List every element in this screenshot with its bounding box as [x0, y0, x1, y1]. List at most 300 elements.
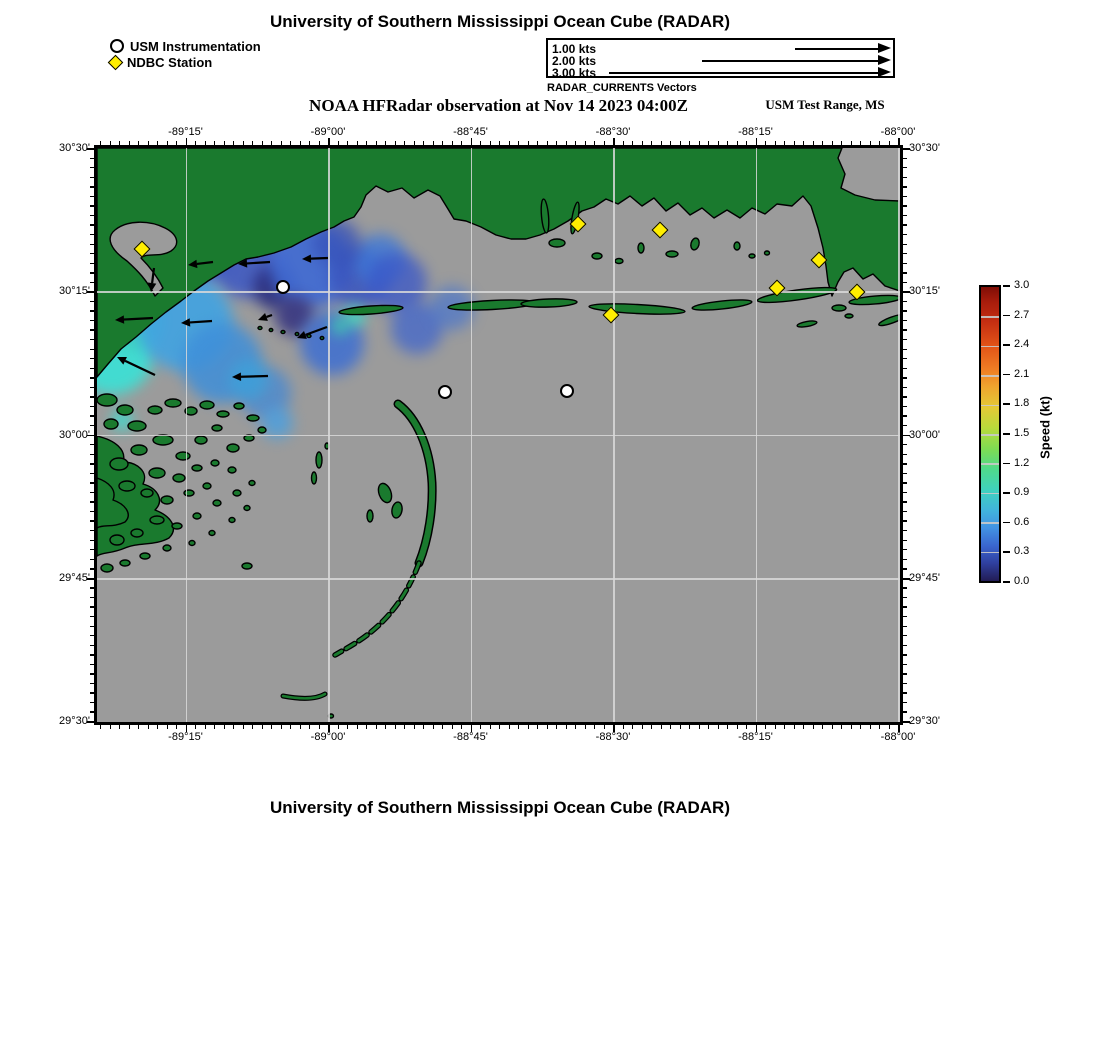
tick-mark: [338, 725, 339, 729]
tick-mark: [90, 368, 94, 369]
tick-mark: [903, 310, 907, 311]
tick-mark: [90, 511, 94, 512]
tick-mark: [262, 141, 263, 145]
tick-mark: [794, 725, 795, 729]
ndbc-station-marker: [811, 252, 828, 269]
tick-mark: [90, 645, 94, 646]
tick-mark: [100, 141, 101, 145]
axis-tick-label: -88°45': [453, 126, 488, 138]
tick-mark: [903, 568, 907, 569]
colorbar-title: Speed (kt): [1037, 396, 1053, 459]
tick-mark: [90, 463, 94, 464]
tick-mark: [461, 725, 462, 729]
speed-patch: [313, 219, 361, 267]
colorbar-gridline: [981, 375, 999, 377]
ndbc-station-icon: [108, 54, 124, 70]
tick-mark: [903, 549, 907, 550]
tick-mark: [575, 725, 576, 729]
colorbar-tick-label: 1.8: [1014, 397, 1030, 410]
axis-tick-label: -88°45': [453, 731, 488, 743]
tick-mark: [366, 725, 367, 729]
legend-item-usm: [110, 38, 261, 54]
tick-mark: [90, 186, 94, 187]
tick-mark: [90, 492, 94, 493]
tick-mark: [860, 725, 861, 729]
tick-mark: [252, 141, 253, 145]
tick-mark: [903, 664, 907, 665]
tick-mark: [157, 725, 158, 729]
colorbar-tick-label: 1.2: [1014, 456, 1030, 469]
tick-mark: [90, 396, 94, 397]
colorbar-tick: [1003, 374, 1010, 376]
tick-mark: [214, 141, 215, 145]
tick-mark: [556, 141, 557, 145]
tick-mark: [518, 725, 519, 729]
tick-mark: [423, 725, 424, 729]
tick-mark: [414, 141, 415, 145]
tick-mark: [623, 725, 624, 729]
tick-mark: [138, 141, 139, 145]
colorbar-tick-label: 3.0: [1014, 279, 1030, 291]
tick-mark: [90, 673, 94, 674]
colorbar-tick: [1003, 551, 1010, 553]
tick-mark: [689, 725, 690, 729]
chandeleur-islets: [312, 443, 404, 718]
tick-mark: [90, 454, 94, 455]
tick-mark: [148, 141, 149, 145]
tick-mark: [903, 234, 907, 235]
tick-mark: [903, 224, 907, 225]
tick-mark: [803, 141, 804, 145]
tick-mark: [90, 587, 94, 588]
vector-scale-line-3: [609, 72, 878, 74]
colorbar-tick: [1003, 463, 1010, 465]
tick-mark: [547, 141, 548, 145]
tick-mark: [471, 138, 473, 145]
colorbar-gridline: [981, 493, 999, 495]
axis-tick-label: -89°15': [168, 126, 203, 138]
tick-mark: [585, 725, 586, 729]
tick-mark: [528, 141, 529, 145]
tick-mark: [90, 540, 94, 541]
tick-mark: [338, 141, 339, 145]
tick-mark: [903, 406, 907, 407]
coastal-islets: [540, 199, 853, 318]
tick-mark: [243, 725, 244, 729]
colorbar-gridline: [981, 552, 999, 554]
axis-tick-label: -88°30': [595, 731, 631, 743]
vector-arrowhead-icon: [878, 43, 891, 53]
tick-mark: [300, 141, 301, 145]
tick-mark: [903, 673, 907, 674]
tick-mark: [775, 141, 776, 145]
tick-mark: [90, 301, 94, 302]
tick-mark: [860, 141, 861, 145]
tick-mark: [90, 482, 94, 483]
tick-mark: [357, 725, 358, 729]
tick-mark: [613, 138, 615, 145]
tick-mark: [90, 320, 94, 321]
tick-mark: [903, 501, 907, 502]
tick-mark: [737, 725, 738, 729]
tick-mark: [90, 263, 94, 264]
tick-mark: [205, 725, 206, 729]
tick-mark: [376, 141, 377, 145]
tick-mark: [903, 473, 907, 474]
colorbar-tick: [1003, 285, 1010, 287]
tick-mark: [157, 141, 158, 145]
tick-mark: [376, 725, 377, 729]
tick-mark: [604, 141, 605, 145]
tick-mark: [903, 167, 907, 168]
tick-mark: [243, 141, 244, 145]
colorbar-tick-label: 2.7: [1014, 308, 1030, 321]
tick-mark: [90, 158, 94, 159]
tick-mark: [129, 141, 130, 145]
tick-mark: [903, 329, 907, 330]
tick-mark: [90, 224, 94, 225]
tick-mark: [585, 141, 586, 145]
tick-mark: [395, 141, 396, 145]
tick-mark: [309, 141, 310, 145]
tick-mark: [903, 186, 907, 187]
tick-mark: [528, 725, 529, 729]
colorbar-gridline: [981, 316, 999, 318]
axis-tick-label: 30°00': [909, 428, 940, 441]
tick-mark: [661, 141, 662, 145]
tick-mark: [90, 339, 94, 340]
tick-mark: [90, 377, 94, 378]
tick-mark: [661, 725, 662, 729]
colorbar-tick-label: 1.5: [1014, 427, 1030, 439]
tick-mark: [737, 141, 738, 145]
axis-tick-label: 29°45': [909, 572, 940, 584]
tick-mark: [746, 141, 747, 145]
ndbc-station-marker: [652, 222, 669, 239]
tick-mark: [632, 141, 633, 145]
tick-mark: [138, 725, 139, 729]
legend-label-usm: USM Instrumentation: [130, 38, 261, 54]
axis-tick-label: 30°15': [59, 285, 90, 297]
tick-mark: [903, 511, 907, 512]
tick-mark: [822, 141, 823, 145]
tick-mark: [903, 415, 907, 416]
tick-mark: [903, 196, 907, 197]
tick-mark: [903, 626, 907, 627]
colorbar-tick: [1003, 315, 1010, 317]
colorbar-gridline: [981, 346, 999, 348]
speed-patch: [112, 410, 132, 430]
tick-mark: [575, 141, 576, 145]
colorbar-gridline: [981, 434, 999, 436]
tick-mark: [794, 141, 795, 145]
tick-mark: [813, 725, 814, 729]
colorbar-tick-label: 0.6: [1014, 515, 1030, 528]
legend-label-ndbc: NDBC Station: [127, 54, 213, 70]
tick-mark: [490, 141, 491, 145]
tick-mark: [708, 141, 709, 145]
tick-mark: [851, 725, 852, 729]
tick-mark: [623, 141, 624, 145]
tick-mark: [651, 725, 652, 729]
vector-scale-line-1: [795, 48, 878, 50]
colorbar-tick: [1003, 492, 1010, 494]
tick-mark: [718, 725, 719, 729]
tick-mark: [727, 725, 728, 729]
tick-mark: [594, 725, 595, 729]
tick-mark: [423, 141, 424, 145]
test-range-label: USM Test Range, MS: [765, 97, 885, 112]
tick-mark: [775, 725, 776, 729]
tick-mark: [452, 725, 453, 729]
speed-patch: [141, 270, 159, 288]
tick-mark: [870, 725, 871, 729]
colorbar-gridline: [981, 405, 999, 407]
tick-mark: [680, 725, 681, 729]
tick-mark: [699, 725, 700, 729]
tick-mark: [90, 473, 94, 474]
tick-mark: [547, 725, 548, 729]
colorbar-tick: [1003, 433, 1010, 435]
ndbc-station-marker: [849, 284, 866, 301]
axis-tick-label: -88°15': [738, 731, 773, 743]
tick-mark: [167, 141, 168, 145]
tick-mark: [727, 141, 728, 145]
chandeleur-arc: [283, 404, 432, 698]
tick-mark: [224, 725, 225, 729]
vector-scale-row-3: [548, 67, 893, 79]
colorbar-tick-label: 0.3: [1014, 545, 1030, 558]
colorbar-tick: [1003, 403, 1010, 405]
map-frame: [97, 148, 900, 722]
tick-mark: [903, 597, 907, 598]
tick-mark: [903, 606, 907, 607]
tick-mark: [319, 725, 320, 729]
tick-mark: [870, 141, 871, 145]
tick-mark: [903, 158, 907, 159]
axis-tick-label: -88°00': [880, 126, 916, 138]
tick-mark: [290, 725, 291, 729]
tick-mark: [903, 244, 907, 245]
tick-mark: [784, 141, 785, 145]
tick-mark: [214, 725, 215, 729]
tick-mark: [903, 635, 907, 636]
colorbar-tick-label: 2.1: [1014, 367, 1030, 380]
tick-mark: [851, 141, 852, 145]
tick-mark: [90, 616, 94, 617]
tick-mark: [328, 138, 330, 145]
tick-mark: [433, 141, 434, 145]
tick-mark: [803, 725, 804, 729]
tick-mark: [903, 282, 907, 283]
ndbc-station-marker: [570, 216, 587, 233]
tick-mark: [903, 339, 907, 340]
axis-tick-label: 30°30': [59, 142, 90, 154]
tick-mark: [442, 141, 443, 145]
tick-mark: [90, 501, 94, 502]
speed-patch: [332, 318, 348, 334]
tick-mark: [90, 205, 94, 206]
tick-mark: [604, 725, 605, 729]
axis-tick-label: -89°00': [310, 126, 346, 138]
tick-mark: [385, 725, 386, 729]
axis-tick-label: -88°00': [880, 731, 916, 743]
axis-tick-label: 29°45': [59, 572, 90, 584]
tick-mark: [129, 725, 130, 729]
tick-mark: [90, 415, 94, 416]
tick-mark: [176, 725, 177, 729]
tick-mark: [186, 138, 188, 145]
tick-mark: [889, 725, 890, 729]
tick-mark: [903, 559, 907, 560]
tick-mark: [281, 141, 282, 145]
tick-mark: [566, 725, 567, 729]
tick-mark: [271, 725, 272, 729]
tick-mark: [90, 654, 94, 655]
axis-tick-label: 29°30': [59, 715, 90, 727]
tick-mark: [90, 234, 94, 235]
tick-mark: [903, 301, 907, 302]
colorbar-tick: [1003, 344, 1010, 346]
tick-mark: [395, 725, 396, 729]
marsh-mass-2: [97, 478, 128, 528]
speed-patch: [430, 286, 474, 330]
tick-mark: [499, 725, 500, 729]
tick-mark: [452, 141, 453, 145]
page-title: University of Southern Mississippi Ocean Cube (RADAR): [269, 12, 730, 31]
tick-mark: [490, 725, 491, 729]
tick-mark: [404, 141, 405, 145]
tick-mark: [347, 141, 348, 145]
tick-mark: [784, 725, 785, 729]
tick-mark: [903, 454, 907, 455]
tick-mark: [746, 725, 747, 729]
colorbar-tick-label: 0.0: [1014, 575, 1030, 587]
gridline: [97, 578, 900, 580]
ndbc-station-marker: [603, 307, 620, 324]
usm-instrumentation-icon: [110, 39, 124, 53]
tick-mark: [90, 702, 94, 703]
tick-mark: [903, 702, 907, 703]
colorbar-tick: [1003, 522, 1010, 524]
tick-mark: [903, 425, 907, 426]
tick-mark: [903, 692, 907, 693]
tick-mark: [903, 358, 907, 359]
colorbar-tick: [1003, 581, 1010, 583]
vector-scale-box: [546, 38, 895, 78]
tick-mark: [537, 725, 538, 729]
tick-mark: [841, 725, 842, 729]
tick-mark: [148, 725, 149, 729]
tick-mark: [903, 616, 907, 617]
tick-mark: [404, 725, 405, 729]
colorbar: [979, 285, 1001, 583]
tick-mark: [167, 725, 168, 729]
axis-tick-label: 30°00': [59, 428, 90, 441]
colorbar-tick-label: 0.9: [1014, 486, 1030, 499]
tick-mark: [903, 177, 907, 178]
tick-mark: [765, 725, 766, 729]
tick-mark: [756, 138, 758, 145]
tick-mark: [90, 387, 94, 388]
tick-mark: [442, 725, 443, 729]
tick-mark: [699, 141, 700, 145]
tick-mark: [903, 377, 907, 378]
colorbar-gridline: [981, 522, 999, 524]
tick-mark: [90, 635, 94, 636]
tick-mark: [903, 263, 907, 264]
ndbc-station-marker: [769, 280, 786, 297]
tick-mark: [670, 141, 671, 145]
tick-mark: [813, 141, 814, 145]
tick-mark: [903, 463, 907, 464]
tick-mark: [100, 725, 101, 729]
current-vector: [266, 315, 272, 317]
tick-mark: [90, 329, 94, 330]
axis-tick-label: 29°30': [909, 715, 940, 727]
tick-mark: [903, 654, 907, 655]
tick-mark: [566, 141, 567, 145]
tick-mark: [90, 664, 94, 665]
tick-mark: [205, 141, 206, 145]
tick-mark: [509, 141, 510, 145]
tick-mark: [903, 349, 907, 350]
tick-mark: [903, 368, 907, 369]
tick-mark: [90, 310, 94, 311]
speed-patch: [345, 306, 365, 326]
tick-mark: [903, 387, 907, 388]
colorbar-gridline: [981, 463, 999, 465]
tick-mark: [195, 141, 196, 145]
tick-mark: [480, 725, 481, 729]
axis-tick-label: -88°30': [595, 126, 631, 138]
tick-mark: [903, 272, 907, 273]
tick-mark: [90, 711, 94, 712]
current-vector-head: [258, 313, 268, 321]
colorbar-tick-label: 2.4: [1014, 338, 1030, 351]
tick-mark: [252, 725, 253, 729]
axis-tick-label: -89°15': [168, 731, 203, 743]
tick-mark: [300, 725, 301, 729]
tick-mark: [537, 141, 538, 145]
tick-mark: [708, 725, 709, 729]
observation-subtitle: NOAA HFRadar observation at Nov 14 2023 04:00Z: [309, 96, 688, 115]
tick-mark: [903, 587, 907, 588]
tick-mark: [90, 549, 94, 550]
tick-mark: [90, 177, 94, 178]
tick-mark: [233, 141, 234, 145]
tick-mark: [90, 272, 94, 273]
tick-mark: [224, 141, 225, 145]
tick-mark: [903, 540, 907, 541]
tick-mark: [499, 141, 500, 145]
vector-arrowhead-icon: [878, 55, 891, 65]
speed-patch: [229, 360, 269, 400]
tick-mark: [903, 492, 907, 493]
gridline: [97, 435, 900, 437]
tick-mark: [670, 725, 671, 729]
tick-mark: [233, 725, 234, 729]
tick-mark: [90, 606, 94, 607]
tick-mark: [90, 349, 94, 350]
axis-tick-label: -88°15': [738, 126, 773, 138]
tick-mark: [90, 559, 94, 560]
tick-mark: [385, 141, 386, 145]
tick-mark: [90, 425, 94, 426]
tick-mark: [90, 597, 94, 598]
tick-mark: [889, 141, 890, 145]
tick-mark: [903, 253, 907, 254]
